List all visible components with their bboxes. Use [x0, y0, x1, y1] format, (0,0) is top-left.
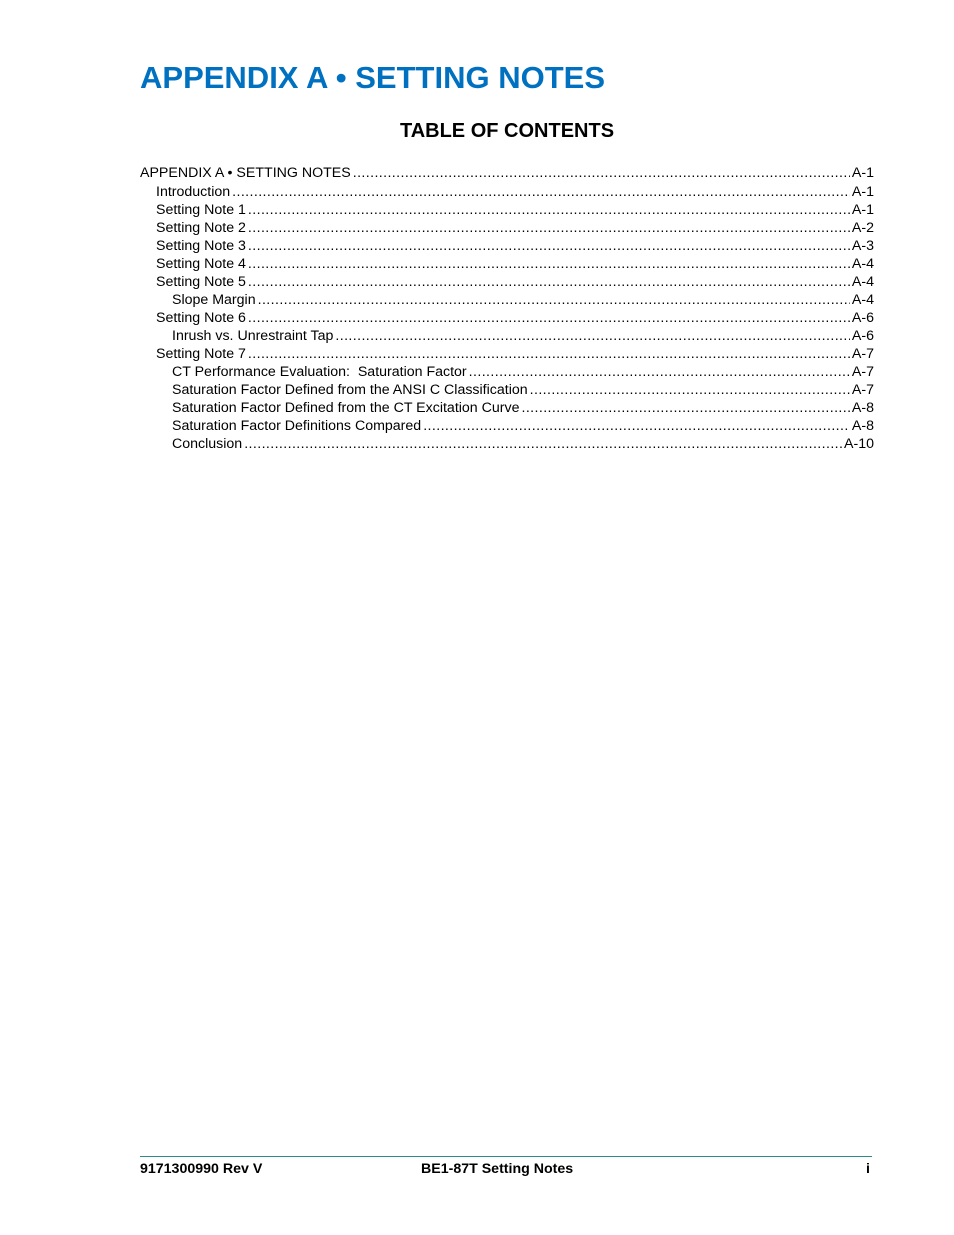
toc-dot-leader — [248, 255, 850, 273]
toc-dot-leader — [423, 417, 850, 435]
toc-entry-text: Setting Note 1 — [156, 202, 246, 218]
toc-entry-page: A-8 — [851, 400, 874, 416]
toc-entry-text: Slope Margin — [172, 292, 256, 308]
toc-entry-text: Saturation Factor Defined from the ANSI C Classification — [172, 382, 528, 398]
page-footer — [140, 1160, 870, 1178]
footer-page-number: i — [866, 1161, 870, 1177]
toc-entry-page: A-1 — [851, 184, 874, 200]
toc-entry-text: Setting Note 5 — [156, 274, 246, 290]
toc-entry[interactable] — [140, 381, 874, 399]
toc-dot-leader — [353, 164, 850, 182]
toc-entry[interactable] — [140, 183, 874, 201]
toc-entry-text: Setting Note 2 — [156, 220, 246, 236]
toc-heading: TABLE OF CONTENTS — [399, 120, 615, 142]
toc-entry-page: A-8 — [851, 418, 874, 434]
footer-doc-title: BE1-87T Setting Notes — [421, 1161, 574, 1177]
toc-dot-leader — [248, 237, 850, 255]
toc-dot-leader — [469, 363, 850, 381]
toc-entry-text: Setting Note 6 — [156, 310, 246, 326]
toc-entry-text: Setting Note 7 — [156, 346, 246, 362]
toc-entry[interactable] — [140, 201, 874, 219]
toc-entry-page: A-1 — [851, 165, 874, 181]
toc-entry[interactable] — [140, 309, 874, 327]
toc-entry[interactable] — [140, 435, 874, 453]
toc-entry-page: A-4 — [851, 256, 874, 272]
toc-dot-leader — [248, 219, 850, 237]
toc-dot-leader — [521, 399, 849, 417]
footer-doc-number: 9171300990 Rev V — [140, 1161, 263, 1177]
table-of-contents — [140, 164, 874, 453]
toc-entry[interactable] — [140, 219, 874, 237]
toc-entry[interactable] — [140, 345, 874, 363]
toc-entry-page: A-7 — [851, 382, 874, 398]
toc-entry-text: Saturation Factor Definitions Compared — [172, 418, 422, 434]
toc-dot-leader — [248, 201, 850, 219]
toc-dot-leader — [244, 435, 842, 453]
toc-entry-page: A-1 — [851, 202, 874, 218]
toc-dot-leader — [248, 309, 850, 327]
toc-entry-text: Setting Note 4 — [156, 256, 246, 272]
toc-entry[interactable] — [140, 291, 874, 309]
toc-entry[interactable] — [140, 417, 874, 435]
toc-entry[interactable] — [140, 164, 874, 183]
toc-entry-page: A-4 — [851, 292, 874, 308]
toc-entry[interactable] — [140, 273, 874, 291]
toc-entry[interactable] — [140, 399, 874, 417]
toc-entry[interactable] — [140, 237, 874, 255]
toc-dot-leader — [335, 327, 850, 345]
toc-entry-text: Inrush vs. Unrestraint Tap — [172, 328, 334, 344]
toc-entry-page: A-7 — [851, 364, 874, 380]
toc-entry-page: A-6 — [851, 328, 874, 344]
toc-entry[interactable] — [140, 363, 874, 381]
toc-entry-page: A-2 — [851, 220, 874, 236]
toc-entry-text: APPENDIX A • SETTING NOTES — [140, 165, 351, 181]
footer-divider — [140, 1156, 872, 1157]
toc-entry-text: Saturation Factor Defined from the CT Excitation Curve — [172, 400, 520, 416]
toc-entry-text: Conclusion — [172, 436, 243, 452]
toc-dot-leader — [530, 381, 850, 399]
toc-entry-page: A-4 — [851, 274, 874, 290]
toc-entry-page: A-6 — [851, 310, 874, 326]
toc-entry-page: A-3 — [851, 238, 874, 254]
page-title: APPENDIX A • SETTING NOTES — [140, 60, 605, 95]
toc-dot-leader — [248, 273, 850, 291]
toc-entry-text: Setting Note 3 — [156, 238, 246, 254]
toc-entry-text: Introduction — [156, 184, 231, 200]
toc-entry-text: CT Performance Evaluation: Saturation Factor — [172, 364, 467, 380]
toc-entry-page: A-7 — [851, 346, 874, 362]
toc-entry[interactable] — [140, 255, 874, 273]
toc-entry[interactable] — [140, 327, 874, 345]
toc-dot-leader — [258, 291, 850, 309]
toc-dot-leader — [232, 183, 850, 201]
toc-dot-leader — [248, 345, 850, 363]
toc-entry-page: A-10 — [844, 436, 874, 452]
